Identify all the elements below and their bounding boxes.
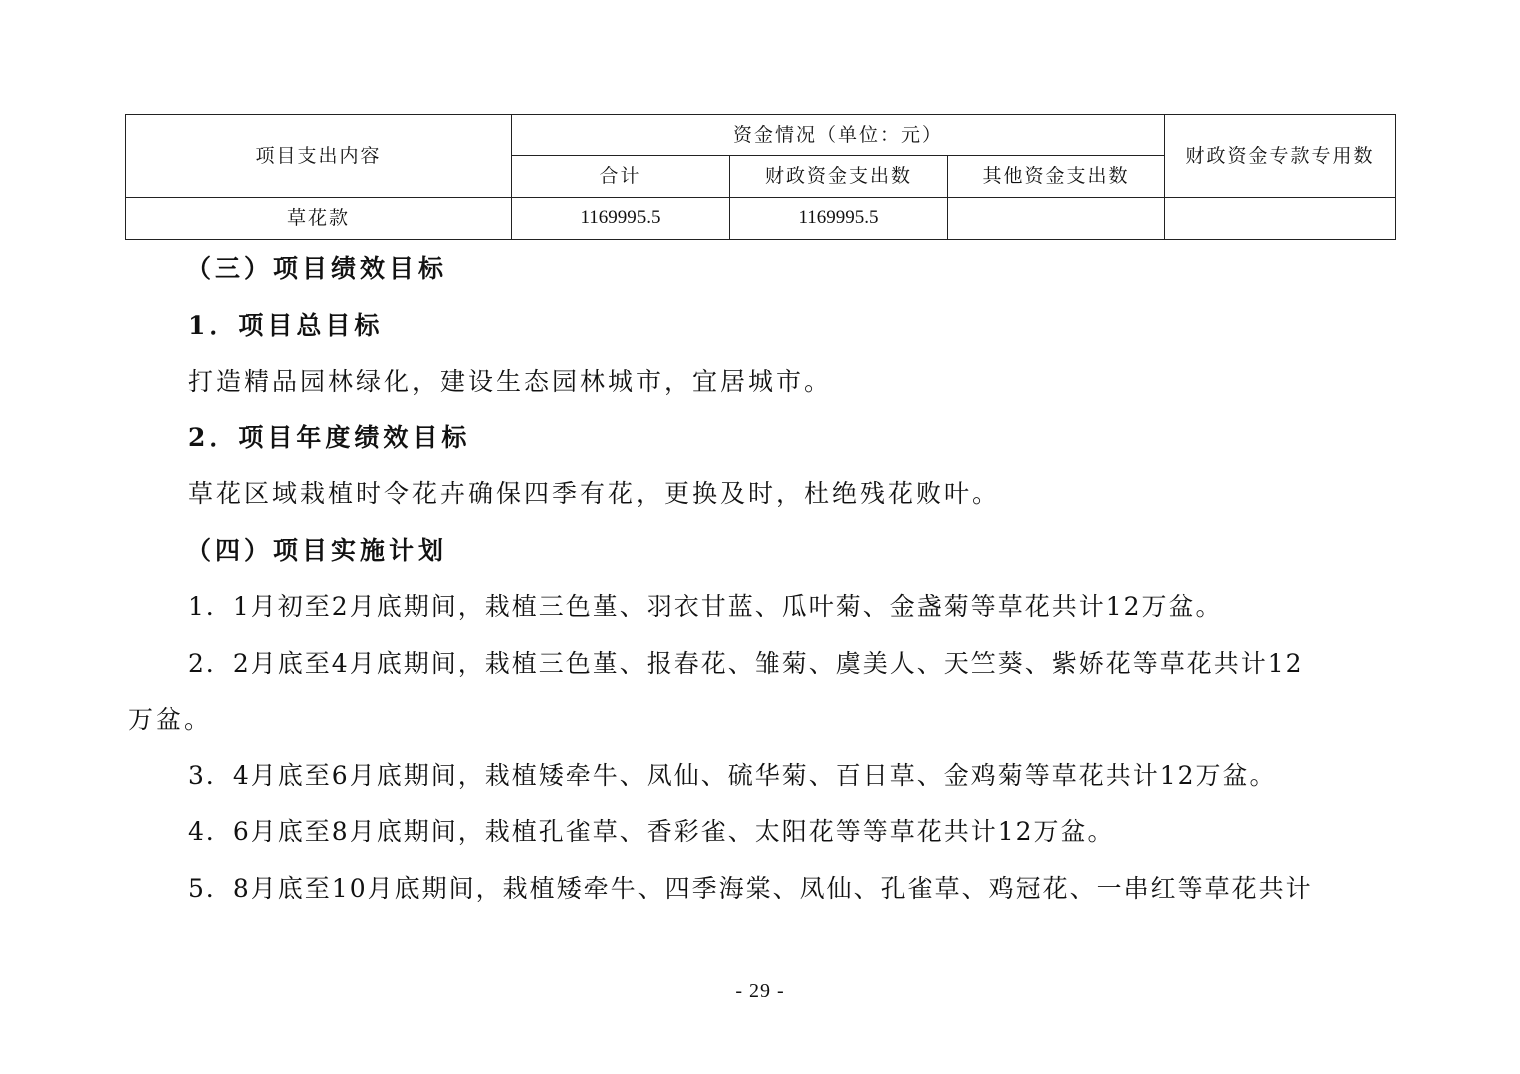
section-heading-performance-goals: （三）项目绩效目标 bbox=[186, 254, 448, 283]
cell-item: 草花款 bbox=[126, 198, 512, 240]
header-fiscal: 财政资金支出数 bbox=[730, 156, 948, 198]
plan-item-4: 4．6月底至8月底期间，栽植孔雀草、香彩雀、太阳花等等草花共计12万盆。 bbox=[188, 817, 1115, 846]
table-row bbox=[126, 198, 1396, 240]
cell-other bbox=[948, 198, 1165, 240]
paragraph-annual-goal: 草花区域栽植时令花卉确保四季有花，更换及时，杜绝残花败叶。 bbox=[188, 479, 1001, 508]
paragraph-overall-goal: 打造精品园林绿化，建设生态园林城市，宜居城市。 bbox=[188, 367, 833, 396]
subheading-annual-goal: 2．项目年度绩效目标 bbox=[188, 423, 471, 452]
page-number: - 29 - bbox=[735, 980, 785, 1002]
cell-total: 1169995.5 bbox=[512, 198, 730, 240]
plan-item-2: 2．2月底至4月底期间，栽植三色堇、报春花、雏菊、虞美人、天竺葵、紫娇花等草花共计12 bbox=[188, 649, 1304, 678]
header-item-content: 项目支出内容 bbox=[126, 115, 512, 198]
plan-item-1: 1．1月初至2月底期间，栽植三色堇、羽衣甘蓝、瓜叶菊、金盏菊等草花共计12万盆。 bbox=[188, 592, 1223, 621]
plan-item-3: 3．4月底至6月底期间，栽植矮牵牛、凤仙、硫华菊、百日草、金鸡菊等草花共计12万盆。 bbox=[188, 761, 1277, 790]
subheading-overall-goal: 1．项目总目标 bbox=[188, 311, 384, 340]
section-heading-implementation-plan: （四）项目实施计划 bbox=[186, 536, 448, 565]
budget-table bbox=[125, 114, 1396, 240]
cell-special bbox=[1165, 198, 1396, 240]
header-other: 其他资金支出数 bbox=[948, 156, 1165, 198]
cell-fiscal: 1169995.5 bbox=[730, 198, 948, 240]
header-funds: 资金情况（单位：元） bbox=[512, 115, 1165, 156]
plan-item-5: 5．8月底至10月底期间，栽植矮牵牛、四季海棠、凤仙、孔雀草、鸡冠花、一串红等草花共计 bbox=[188, 874, 1313, 903]
plan-item-2-continued: 万盆。 bbox=[128, 705, 213, 734]
header-special-funds: 财政资金专款专用数 bbox=[1165, 115, 1396, 198]
header-total: 合计 bbox=[512, 156, 730, 198]
